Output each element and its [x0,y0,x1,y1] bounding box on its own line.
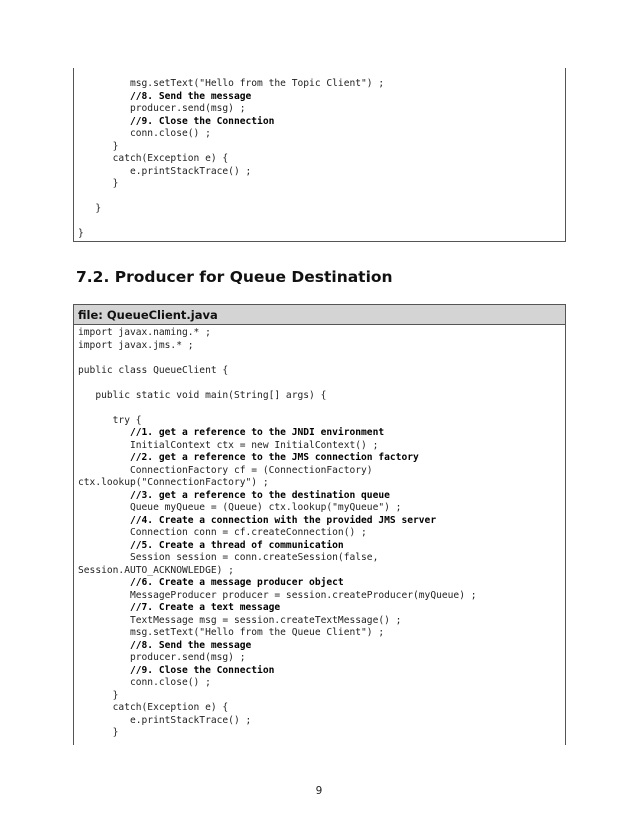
file-label: file: QueueClient.java [78,308,218,322]
code-line: Connection conn = cf.createConnection() ; [78,527,367,538]
code-line: TextMessage msg = session.createTextMessage() ; [78,614,402,626]
file-label-bar [74,305,565,325]
code-comment: //8. Send the message [78,90,252,102]
code-comment: //8. Send the message [78,639,252,651]
code-line: } [78,689,119,701]
code-line: Session.AUTO_ACKNOWLEDGE) ; [78,564,234,576]
code-line: msg.setText("Hello from the Topic Client") ; [78,78,385,89]
code-comment: //6. Create a message producer object [78,577,344,588]
code-block-continued [73,68,566,242]
code-line: producer.send(msg) ; [78,103,246,114]
code-comment: //3. get a reference to the destination queue [78,489,390,501]
code-line: MessageProducer producer = session.createProducer(myQueue) ; [78,589,477,601]
code-line: public class QueueClient { [78,364,229,376]
code-comment: //2. get a reference to the JMS connection factory [78,452,419,463]
code-comment: //5. Create a thread of communication [78,539,344,551]
code-line: } [78,203,102,214]
code-line: catch(Exception e) { [78,702,229,713]
code-line: producer.send(msg) ; [78,652,246,663]
code-line: import javax.jms.* ; [78,339,194,351]
code-line: } [78,178,119,189]
section-heading: 7.2. Producer for Queue Destination [76,268,393,286]
code-comment: //4. Create a connection with the provided JMS server [78,514,437,526]
code-line: conn.close() ; [78,677,211,688]
code-line: } [78,140,119,152]
code-line: public static void main(String[] args) { [78,389,327,401]
page-number: 9 [315,785,323,797]
code-block-queue-client [73,304,566,745]
code-line: e.printStackTrace() ; [78,165,252,177]
code-line: InitialContext ctx = new InitialContext() ; [78,439,379,451]
code-line: ConnectionFactory cf = (ConnectionFactory) [78,464,373,476]
code-line: } [78,228,84,239]
code-line: ctx.lookup("ConnectionFactory") ; [78,477,269,488]
code-comment: //1. get a reference to the JNDI environment [78,427,385,438]
code-line: Session session = conn.createSession(false, [78,552,379,563]
code-line: Queue myQueue = (Queue) ctx.lookup("myQueue") ; [78,502,402,513]
code-comment: //9. Close the Connection [78,664,275,676]
code-line: msg.setText("Hello from the Queue Client") ; [78,627,385,638]
code-line: e.printStackTrace() ; [78,714,252,726]
code-line: try { [78,414,142,426]
code-line: conn.close() ; [78,128,211,139]
code-line: catch(Exception e) { [78,153,229,164]
code-comment: //7. Create a text message [78,602,281,613]
code-comment: //9. Close the Connection [78,115,275,127]
code-line: import javax.naming.* ; [78,327,211,338]
code-line: } [78,727,119,738]
